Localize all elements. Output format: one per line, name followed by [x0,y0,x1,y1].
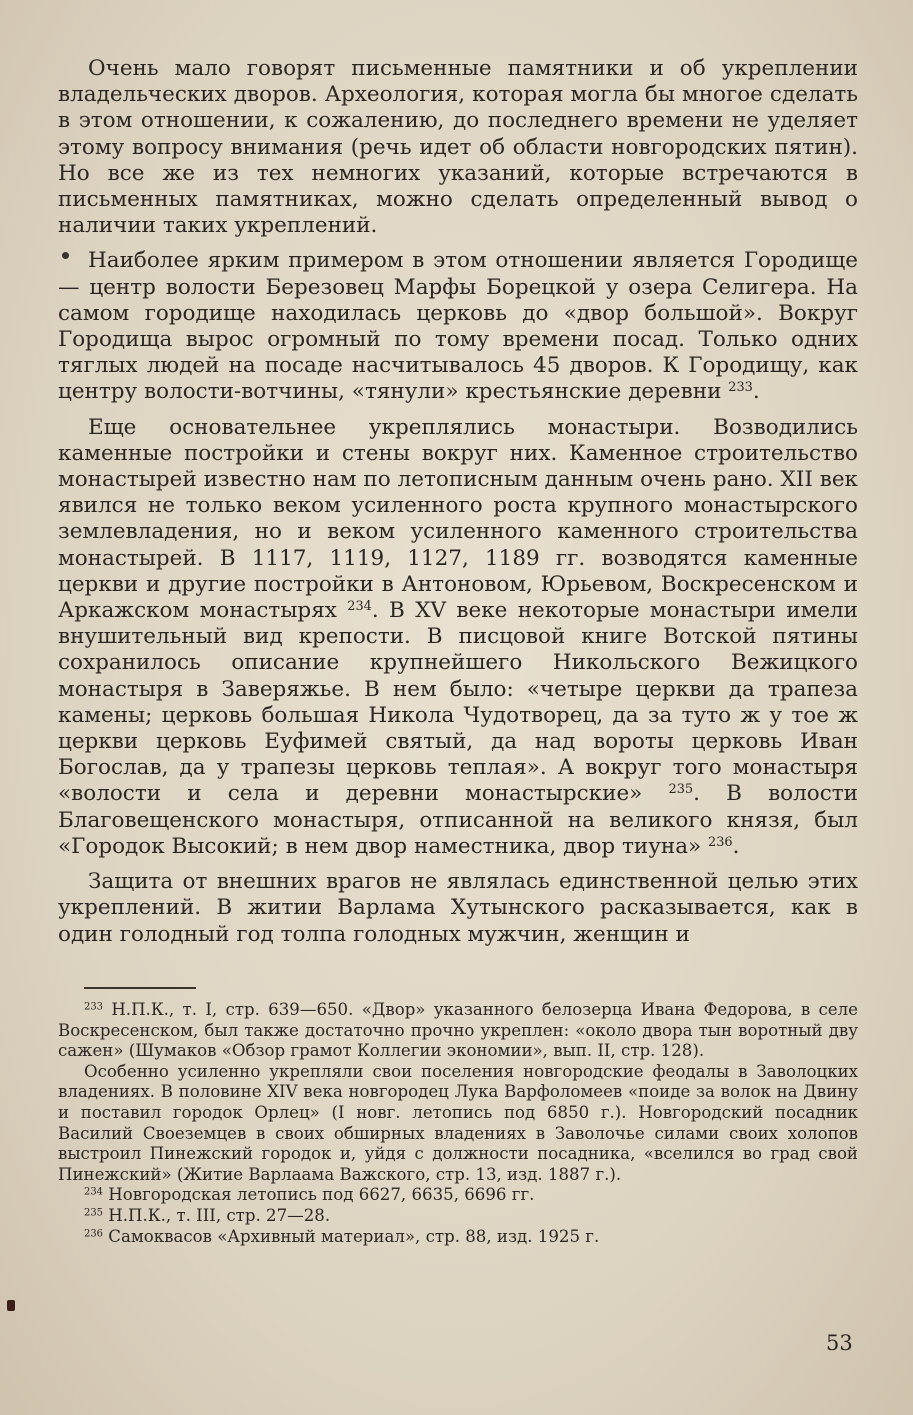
footnote: $^{233}$ Н.П.К., т. I, стр. 639—650. «Двор» указанного белозерца Ивана Федорова, в селе Воскресенском, был также достаточно прочно укреплен: «около двора тын воротный дву сажен» (Шумаков «Обзор грамот Коллегии экономии», вып. II, стр. 128). [58,1000,858,1061]
paragraph: Очень мало говорят письменные памятники и об укреплении владельческих дворов. Археология, которая могла бы многое сделать в этом отношении, к сожалению, до последнего времени не уделяет этому вопросу внимания (речь идет об области новгородских пятин). Но все же из тех немногих указаний, которые встречаются в письменных памятниках, можно сделать определенный вывод о наличии таких укреплений. [58,56,858,239]
footnote-ref: 236 [708,834,733,850]
page-number: 53 [826,1331,853,1355]
footnote: $^{236}$ Самоквасов «Архивный материал», стр. 88, изд. 1925 г. [84,1226,600,1246]
paragraph: Наиболее ярким примером в этом отношении является Городище — центр волости Березовец Марфы Борецкой у озера Селигера. На самом городище находилась церковь до «двор большой». Вокруг Городища вырос огромный по тому времени посад. Только одних тяглых людей на посаде насчитывалось 45 дворов. К Городищу, как центру волости-вотчины, «тянули» крестьянские деревни $^{233}$. [58,248,858,405]
footnote: $^{234}$ Новгородская летопись под 6627, 6635, 6696 гг. [84,1185,535,1205]
footnotes [58,1000,858,1247]
ink-dot-mark [62,252,69,259]
footnote-number: 235 [84,1207,103,1219]
footnote-ref: 233 [728,380,753,396]
footnote-ref: 234 [347,598,372,614]
footnote-number: 234 [84,1186,103,1198]
paragraph: Еще основательнее укреплялись монастыри. Возводились каменные постройки и стены вокруг них. Каменное строительство монастырей известно нам по летописным данным очень рано. XII век явился не только веком усиленного роста крупного монастырского землевладения, но и веком усиленного каменного строительства монастырей. В 1117, 1119, 1127, 1189 гг. возводятся каменные церкви и другие постройки в Антоновом, Юрьевом, Воскресенском и Аркажском монастырях $^{234}$. В XV веке некоторые монастыри имели внушительный вид крепости. В писцовой книге Вотской пятины сохранилось описание крупнейшего Никольского Вежицкого монастыря в Заверяжье. В нем было: «четыре церкви да трапеза камены; церковь большая Никола Чудотворец, да за туто ж у тое ж церкви церковь Еуфимей святый, да над вороты церковь Иван Богослав, да у трапезы церковь теплая». А вокруг того монастыря «волости и села и деревни монастырские» $^{235}$. В волости Благовещенского монастыря, отписанной на великого князя, был «Городок Высокий; в нем двор наместника, двор тиуна» $^{236}$. [58,414,858,859]
main-text [58,56,858,957]
footnote-number: 233 [84,1001,103,1013]
footnote: $^{235}$ Н.П.К., т. III, стр. 27—28. [84,1205,331,1225]
footnote: Особенно усиленно укрепляли свои поселения новгородские феодалы в Заволоцких владениях. В половине XIV века новгородец Лука Варфоломеев «поиде за волок на Двину и поставил городок Орлец» (I новг. летопись под 6850 г.). Новгородский посадник Василий Своеземцев в своих обширных владениях в Заволочье силами своих холопов выстроил Пинежский городок и, уйдя с должности посадника, «вселился во град свой Пинежский» (Житие Варлаама Важского, стр. 13, изд. 1887 г.). [58,1061,858,1184]
paragraph: Защита от внешних врагов не являлась единственной целью этих укреплений. В житии Варлама Хутынского расказывается, как в один голодный год толпа голодных мужчин, женщин и [58,869,858,947]
footnote-ref: 235 [668,782,694,798]
footnote-number: 236 [84,1228,103,1240]
binding-mark [7,1300,15,1311]
footnote-separator [84,987,196,989]
